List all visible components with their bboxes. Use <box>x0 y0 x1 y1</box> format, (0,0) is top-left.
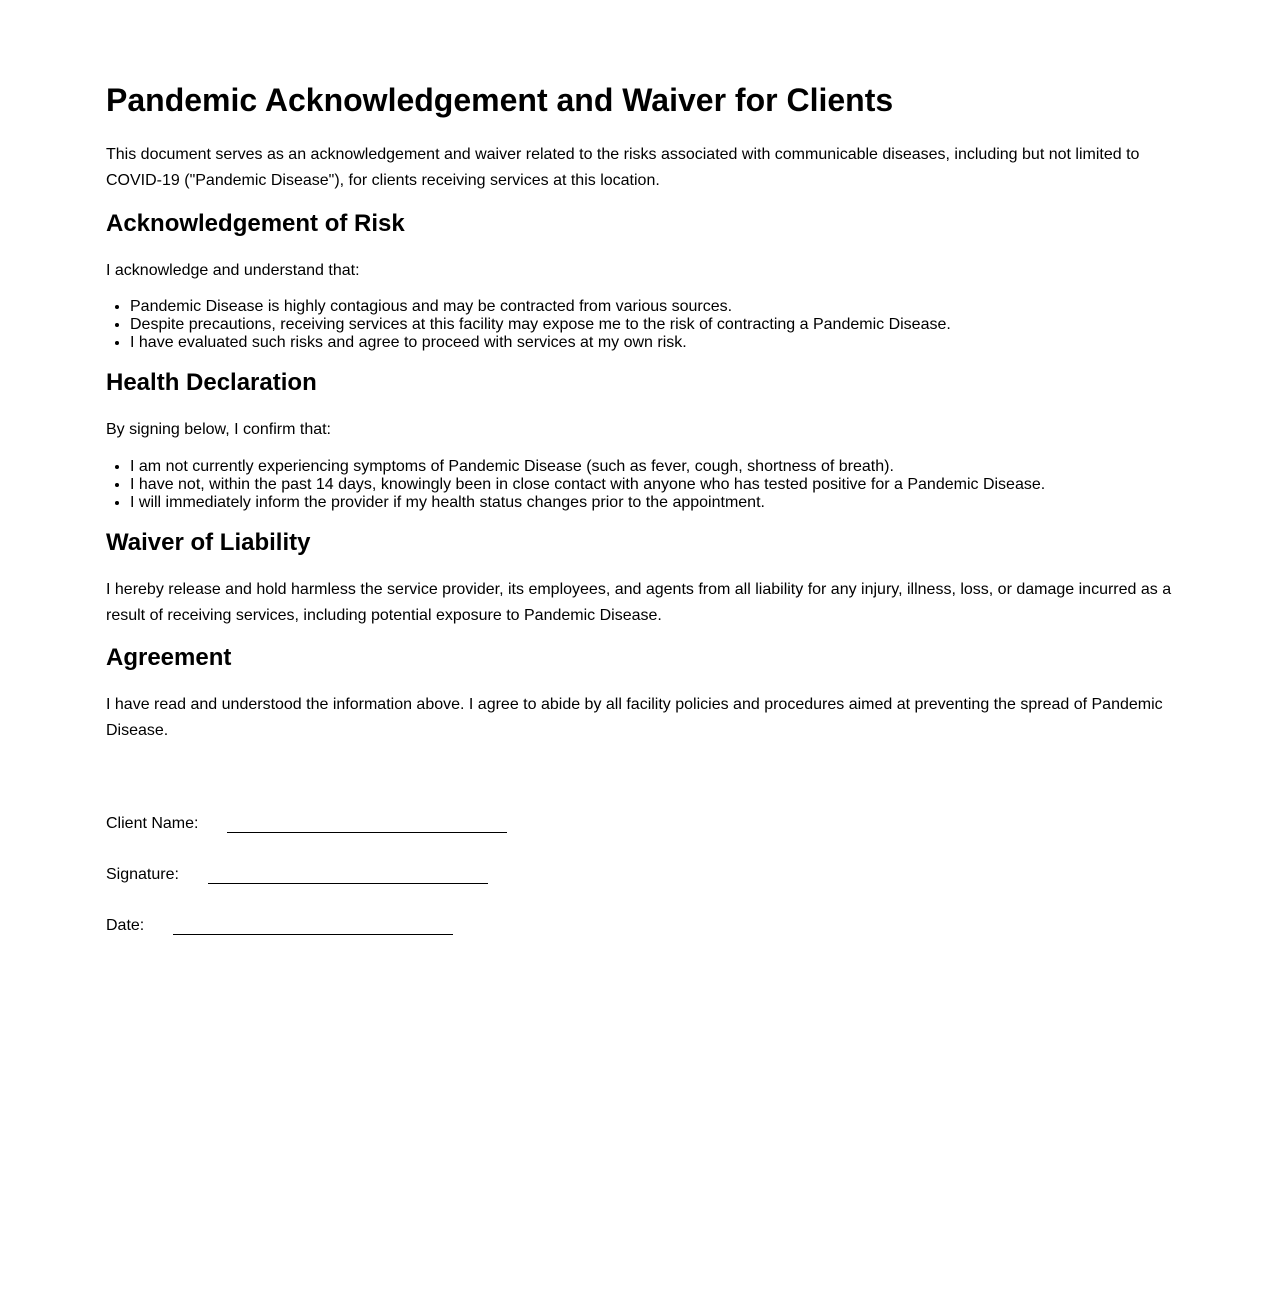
health-lead: By signing below, I confirm that: <box>106 421 331 438</box>
signature-field[interactable] <box>106 866 488 884</box>
date-field[interactable] <box>106 917 453 935</box>
risk-list <box>106 298 951 352</box>
client-name-field[interactable] <box>106 815 507 833</box>
signature-label: Signature: <box>106 866 179 883</box>
intro-paragraph: This document serves as an acknowledgement and waiver related to the risks associated with communicable diseases, including but not limited to COVID-19 ("Pandemic Disease"), for clients receiving services at this location. <box>106 146 1140 189</box>
agreement-text: I have read and understood the information above. I agree to abide by all facility policies and procedures aimed at preventing the spread of Pandemic Disease. <box>106 696 1163 739</box>
list-item: • Pandemic Disease is highly contagious and may be contracted from various sources. <box>130 298 951 316</box>
client-name-label: Client Name: <box>106 815 199 832</box>
signature-line[interactable] <box>208 871 488 884</box>
agreement-heading: Agreement <box>106 644 232 671</box>
health-list <box>106 458 1045 512</box>
date-line[interactable] <box>173 922 453 935</box>
waiver-heading: Waiver of Liability <box>106 529 311 556</box>
list-item: • I have evaluated such risks and agree to proceed with services at my own risk. <box>130 334 951 352</box>
list-item: • I will immediately inform the provider if my health status changes prior to the appointment. <box>130 494 1045 512</box>
page-title: Pandemic Acknowledgement and Waiver for Clients <box>106 82 894 118</box>
client-name-line[interactable] <box>227 820 507 833</box>
list-item: • I have not, within the past 14 days, knowingly been in close contact with anyone who has tested positive for a Pandemic Disease. <box>130 476 1045 494</box>
risk-lead: I acknowledge and understand that: <box>106 262 360 279</box>
health-heading: Health Declaration <box>106 369 317 396</box>
waiver-text: I hereby release and hold harmless the service provider, its employees, and agents from all liability for any injury, illness, loss, or damage incurred as a result of receiving services, including potential exposure to Pandemic Disease. <box>106 581 1172 624</box>
list-item: • Despite precautions, receiving services at this facility may expose me to the risk of contracting a Pandemic Disease. <box>130 316 951 334</box>
risk-heading: Acknowledgement of Risk <box>106 210 405 237</box>
date-label: Date: <box>106 917 145 934</box>
list-item: • I am not currently experiencing symptoms of Pandemic Disease (such as fever, cough, shortness of breath). <box>130 458 1045 476</box>
